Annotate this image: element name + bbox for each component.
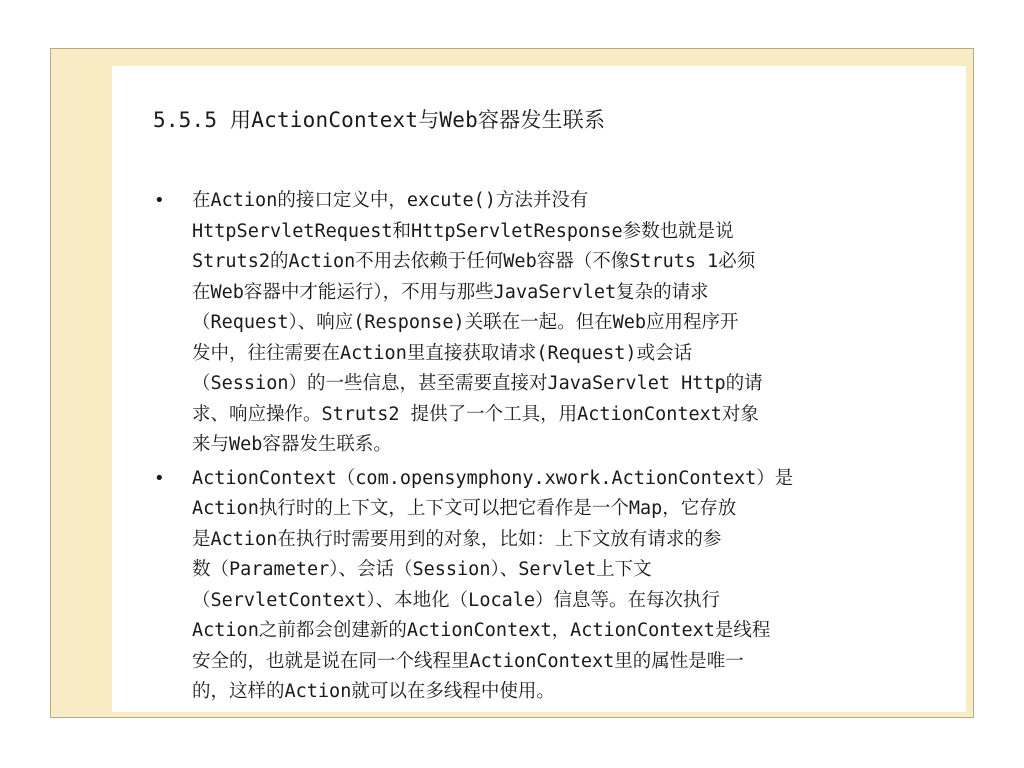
bullet-text-line: 是Action在执行时需要用到的对象，比如：上下文放有请求的参 — [192, 528, 722, 550]
bullet-text-line: Action之前都会创建新的ActionContext，ActionContext是线程 — [192, 620, 771, 641]
slide-title: 5.5.5 用ActionContext与Web容器发生联系 — [153, 108, 606, 132]
bullet-text-line: ActionContext（com.opensymphony.xwork.ActionContext）是 — [192, 467, 794, 489]
bullet-text-line: 的，这样的Action就可以在多线程中使用。 — [192, 681, 555, 702]
bullet-icon: • — [154, 467, 165, 489]
bullet-item — [150, 464, 940, 708]
bullet-text-line: Action执行时的上下文，上下文可以把它看作是一个Map，它存放 — [192, 498, 737, 519]
bullet-icon: • — [154, 190, 165, 211]
bullet-text-line: 发中，往往需要在Action里直接获取请求(Request)或会话 — [192, 342, 693, 364]
bullet-text-line: HttpServletRequest和HttpServletResponse参数也就是说 — [192, 220, 734, 242]
bullet-text-line: （Session）的一些信息，甚至需要直接对JavaServlet Http的请 — [192, 373, 763, 394]
bullet-text-line: （Request）、响应(Response)关联在一起。但在Web应用程序开 — [192, 312, 739, 333]
bullet-list — [150, 186, 940, 711]
bullet-text-line: 在Web容器中才能运行），不用与那些JavaServlet复杂的请求 — [192, 281, 709, 303]
bullet-text-line: （ServletContext）、本地化（Locale）信息等。在每次执行 — [192, 589, 721, 611]
bullet-text-line: 数（Parameter）、会话（Session）、Servlet上下文 — [192, 559, 652, 580]
bullet-item — [150, 186, 940, 461]
bullet-text-line: 在Action的接口定义中，excute()方法并没有 — [192, 190, 589, 211]
bullet-text-line: Struts2的Action不用去依赖于任何Web容器（不像Struts 1必须 — [192, 251, 756, 272]
bullet-text-line: 来与Web容器发生联系。 — [192, 434, 392, 455]
bullet-text-line: 安全的，也就是说在同一个线程里ActionContext里的属性是唯一 — [192, 650, 744, 672]
bullet-text-line: 求、响应操作。Struts2 提供了一个工具，用ActionContext对象 — [192, 403, 759, 425]
